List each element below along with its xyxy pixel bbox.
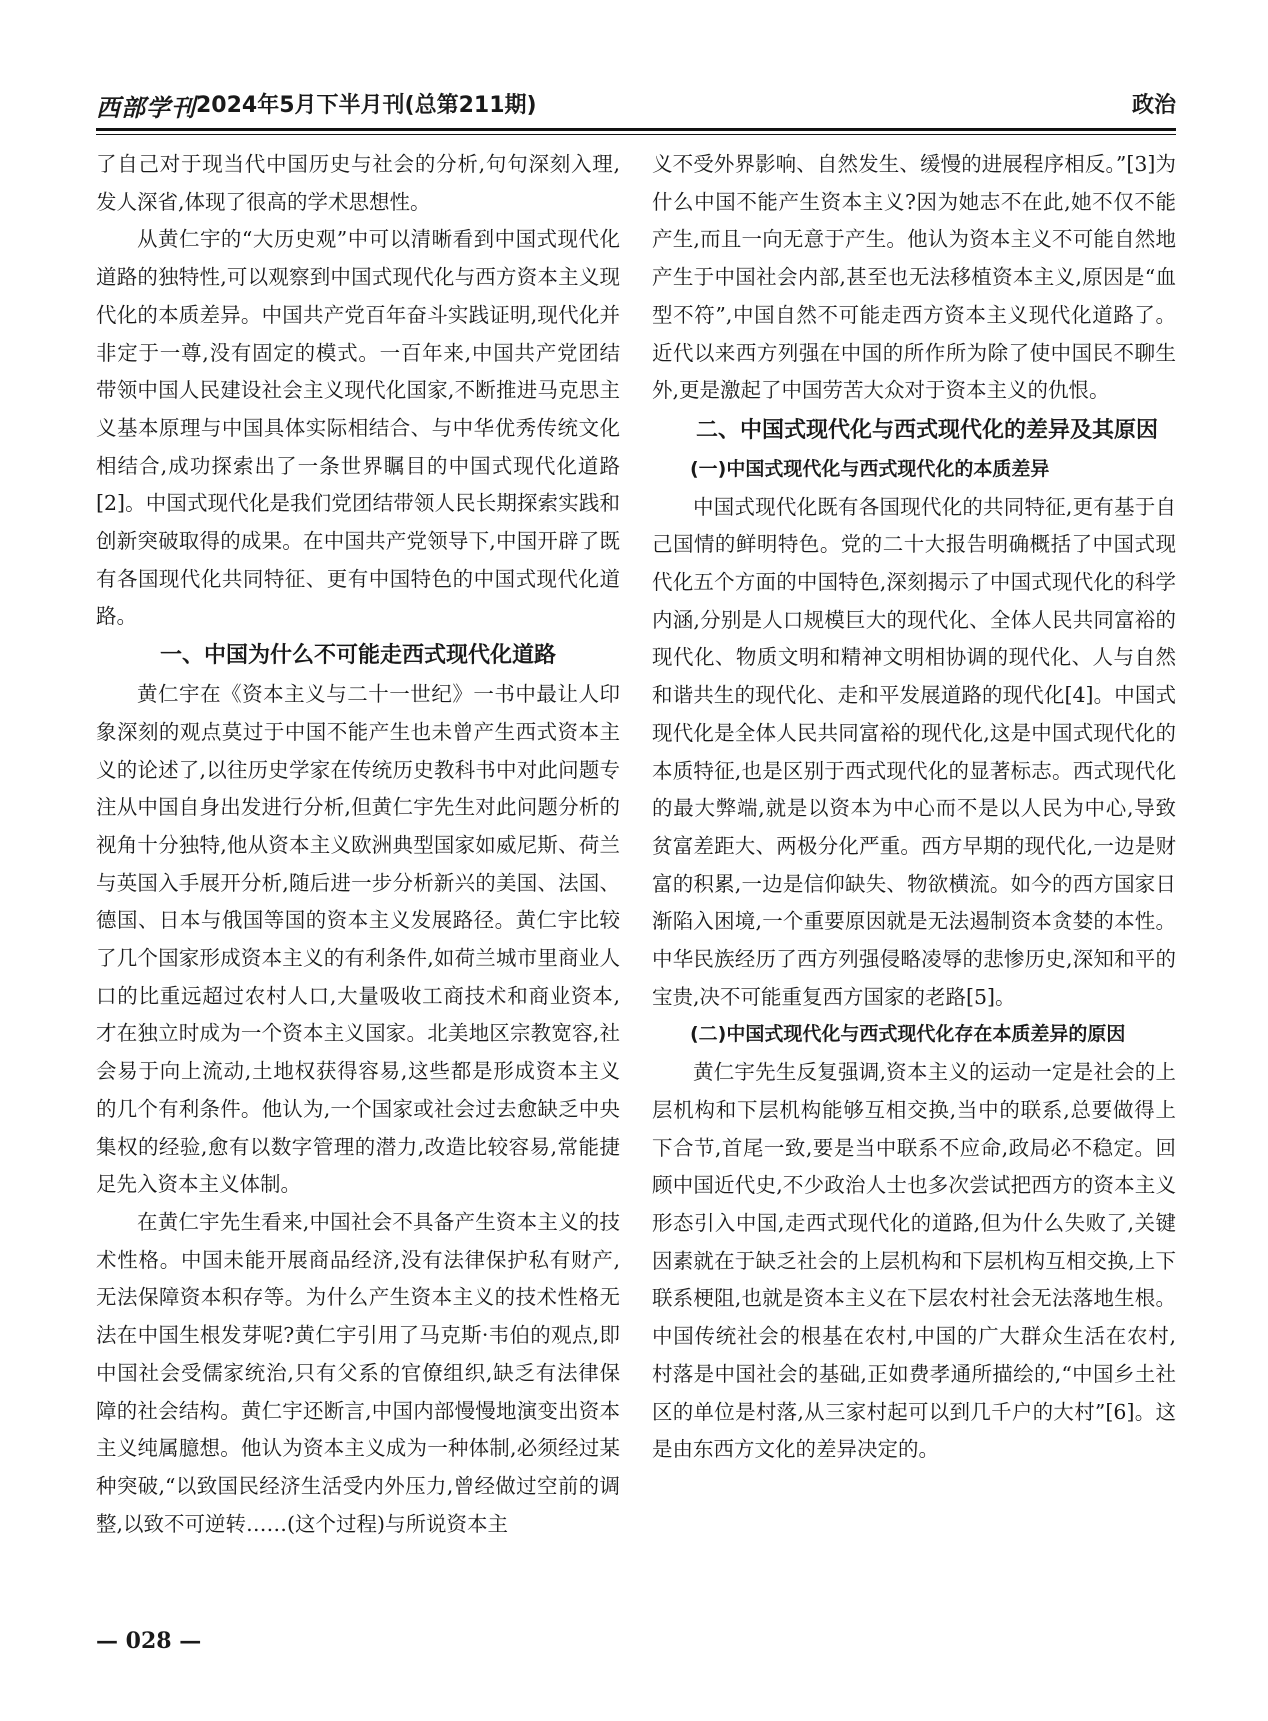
page-number: — 028 — <box>96 1628 202 1654</box>
paragraph: 了自己对于现当代中国历史与社会的分析,句句深刻入理,发人深省,体现了很高的学术思想性。 <box>96 152 620 214</box>
paragraph: 黄仁宇先生反复强调,资本主义的运动一定是社会的上层机构和下层机构能够互相交换,当中的联系,总要做得上下合节,首尾一致,要是当中联系不应命,政局必不稳定。回顾中国近代史,不少政治人士也多次尝试把西方的资本主义形态引入中国,走西式现代化的道路,但为什么失败了,关键因素就在于缺乏社会的上层机构和下层机构互相交换,上下联系梗阻,也就是资本主义在下层农村社会无法落地生根。中国传统社会的根基在农村,中国的广大群众生活在农村,村落是中国社会的基础,正如费孝通所描绘的,“中国乡土社区的单位是村落,从三家村起可以到几千户的大村”[6]。这是由东西方文化的差异决定的。 <box>652 1060 1176 1462</box>
section-label: 政治 <box>1131 93 1176 118</box>
paragraph: 义不受外界影响、自然发生、缓慢的进展程序相反。”[3]为什么中国不能产生资本主义?因为她志不在此,她不仅不能产生,而且一向无意于产生。他认为资本主义不可能自然地产生于中国社会内部,甚至也无法移植资本主义,原因是“血型不符”,中国自然不可能走西方资本主义现代化道路了。近代以来西方列强在中国的所作所为除了使中国民不聊生外,更是激起了中国劳苦大众对于资本主义的仇恨。 <box>652 152 1176 403</box>
paragraph: 中国式现代化既有各国现代化的共同特征,更有基于自己国情的鲜明特色。党的二十大报告明确概括了中国式现代化五个方面的中国特色,深刻揭示了中国式现代化的科学内涵,分别是人口规模巨大的现代化、全体人民共同富裕的现代化、物质文明和精神文明相协调的现代化、人与自然和谐共生的现代化、走和平发展道路的现代化[4]。中国式现代化是全体人民共同富裕的现代化,这是中国式现代化的本质特征,也是区别于西式现代化的显著标志。西式现代化的最大弊端,就是以资本为中心而不是以人民为中心,导致贫富差距大、两极分化严重。西方早期的现代化,一边是财富的积累,一边是信仰缺失、物欲横流。如今的西方国家日渐陷入困境,一个重要原因就是无法遏制资本贪婪的本性。中华民族经历了西方列强侵略凌辱的悲惨历史,深知和平的宝贵,决不可能重复西方国家的老路[5]。 <box>652 494 1176 1009</box>
header-rule-thick <box>96 128 1176 131</box>
paragraph: 黄仁宇在《资本主义与二十一世纪》一书中最让人印象深刻的观点莫过于中国不能产生也未曾产生西式资本主义的论述了,以往历史学家在传统历史教科书中对此问题专注从中国自身出发进行分析,但黄仁宇先生对此问题分析的视角十分独特,他从资本主义欧洲典型国家如威尼斯、荷兰与英国入手展开分析,随后进一步分析新兴的美国、法国、德国、日本与俄国等国的资本主义发展路径。黄仁宇比较了几个国家形成资本主义的有利条件,如荷兰城市里商业人口的比重远超过农村人口,大量吸收工商技术和商业资本,才在独立时成为一个资本主义国家。北美地区宗教宽容,社会易于向上流动,土地权获得容易,这些都是形成资本主义的几个有利条件。他认为,一个国家或社会过去愈缺乏中央集权的经验,愈有以数字管理的潜力,改造比较容易,常能捷足先入资本主义体制。 <box>96 682 620 1197</box>
section-heading-1: 一、中国为什么不可能走西式现代化道路 <box>159 643 556 669</box>
subsection-heading-1: (一)中国式现代化与西式现代化的本质差异 <box>690 457 1050 480</box>
running-header <box>96 86 1176 126</box>
paragraph: 在黄仁宇先生看来,中国社会不具备产生资本主义的技术性格。中国未能开展商品经济,没有法律保护私有财产,无法保障资本积存等。为什么产生资本主义的技术性格无法在中国生根发芽呢?黄仁宇引用了马克斯·韦伯的观点,即中国社会受儒家统治,只有父系的官僚组织,缺乏有法律保障的社会结构。黄仁宇还断言,中国内部慢慢地演变出资本主义纯属臆想。他认为资本主义成为一种体制,必须经过某种突破,“以致国民经济生活受内外压力,曾经做过空前的调整,以致不可逆转……(这个过程)与所说资本主 <box>96 1209 620 1536</box>
issue-info: 2024年5月下半月刊(总第211期) <box>196 93 537 118</box>
left-column <box>96 146 620 1543</box>
subsection-heading-2: (二)中国式现代化与西式现代化存在本质差异的原因 <box>690 1023 1126 1046</box>
section-heading-2: 二、中国式现代化与西式现代化的差异及其原因 <box>696 417 1159 443</box>
header-rule-thin <box>96 134 1176 135</box>
journal-logo: 西部学刊 <box>96 93 196 122</box>
paragraph: 从黄仁宇的“大历史观”中可以清晰看到中国式现代化道路的独特性,可以观察到中国式现代化与西方资本主义现代化的本质差异。中国共产党百年奋斗实践证明,现代化并非定于一尊,没有固定的模式。一百年来,中国共产党团结带领中国人民建设社会主义现代化国家,不断推进马克思主义基本原理与中国具体实际相结合、与中华优秀传统文化相结合,成功探索出了一条世界瞩目的中国式现代化道路[2]。中国式现代化是我们党团结带领人民长期探索实践和创新突破取得的成果。在中国共产党领导下,中国开辟了既有各国现代化共同特征、更有中国特色的中国式现代化道路。 <box>96 227 620 629</box>
right-column <box>652 146 1176 1469</box>
